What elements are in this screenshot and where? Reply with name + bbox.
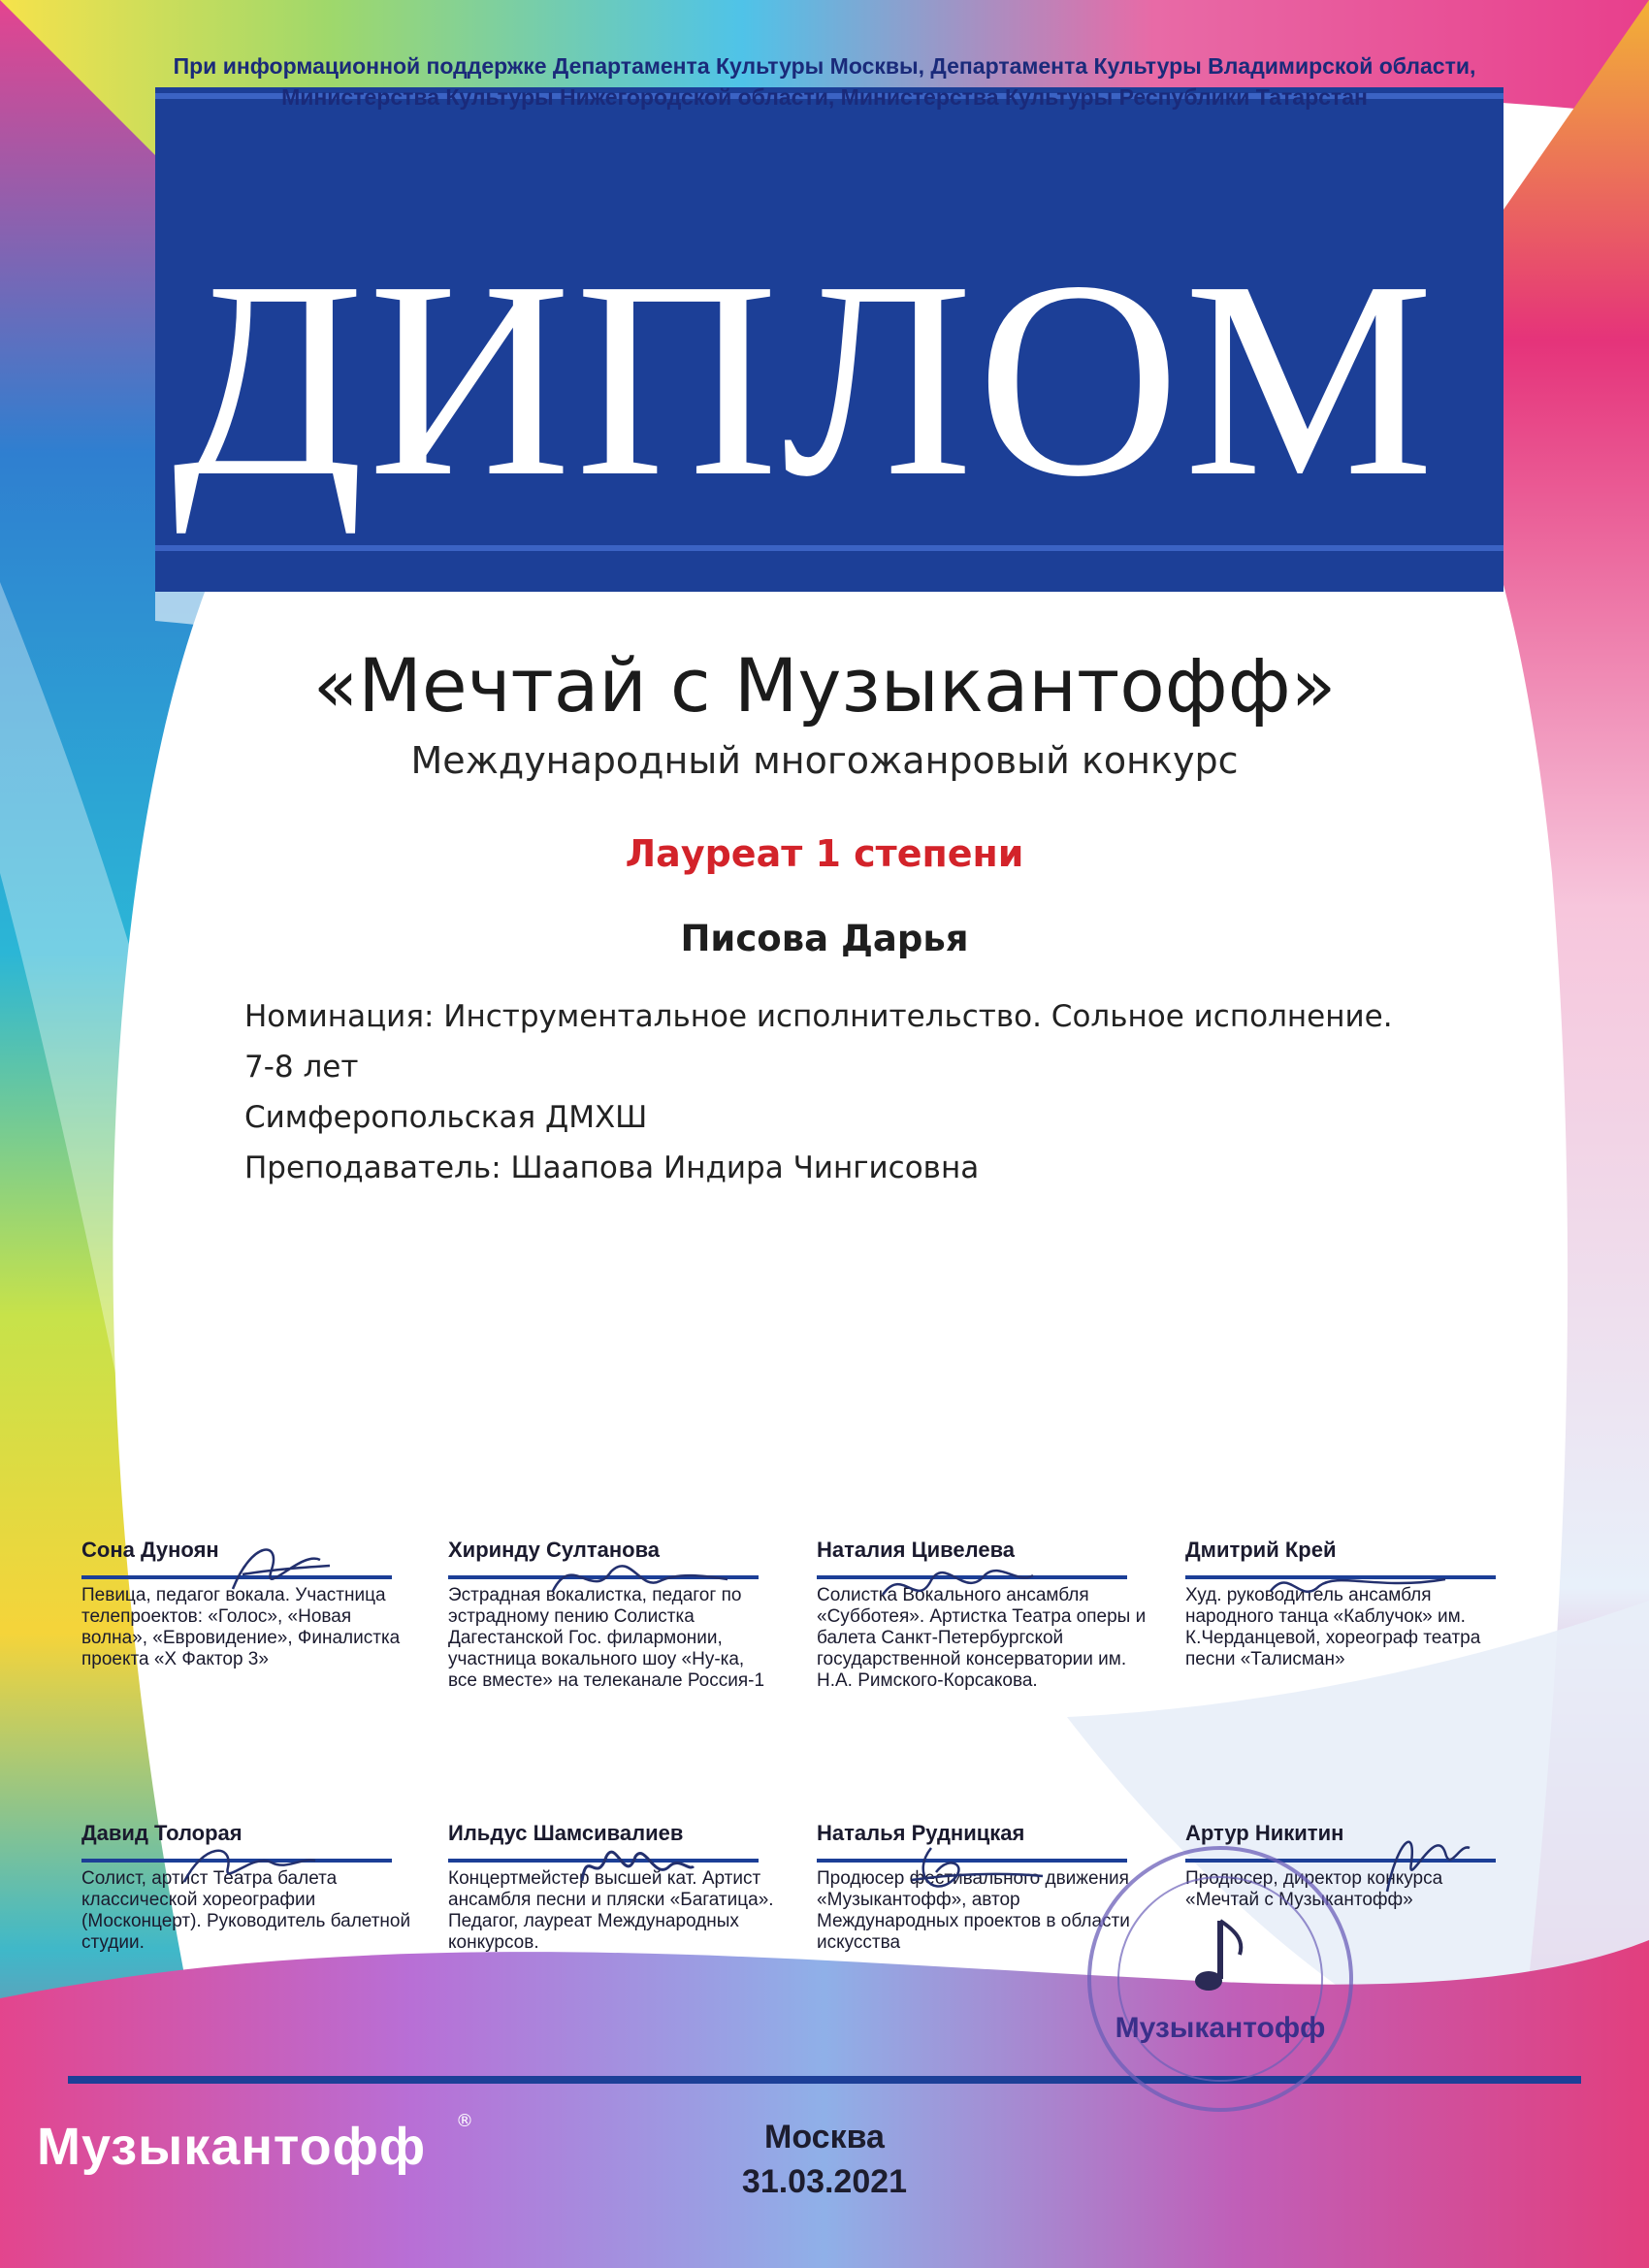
city: Москва	[764, 2119, 885, 2155]
juror-name: Наталья Рудницкая	[817, 1821, 1025, 1845]
signature-mark	[223, 1531, 340, 1608]
juror-name: Хиринду Султанова	[448, 1538, 661, 1562]
brand-logo: Музыкантофф	[37, 2118, 427, 2176]
juror-description: Концертмейстер высшей кат. Артист ансамбля песни и пляски «Багатица». Педагог, лауреат Международных конкурсов.	[448, 1868, 774, 1953]
nomination-line: Номинация: Инструментальное исполнительство. Сольное исполнение.	[244, 999, 1393, 1034]
juror-description: Продюсер фестивального движения «Музыкантофф», автор Международных проектов в области искусства	[817, 1868, 1130, 1953]
signature-mark	[572, 1837, 698, 1895]
juror-name: Сона Дуноян	[81, 1538, 219, 1562]
juror-description: Продюсер, директор конкурса «Мечтай с Музыкантофф»	[1185, 1868, 1443, 1910]
signature-mark	[543, 1552, 737, 1610]
school-line: Симферопольская ДМХШ	[244, 1100, 648, 1135]
juror-description: Певица, педагог вокала. Участница телепроектов: «Голос», «Новая волна», «Евровидение», Финалистка проекта «Х Фактор 3»	[81, 1585, 401, 1669]
juror-description: Худ. руководитель ансамбля народного танца «Каблучок» им. К.Черданцевой, хореограф театра песни «Талисман»	[1185, 1585, 1481, 1669]
age-line: 7-8 лет	[244, 1050, 359, 1085]
juror-description: Солист, артист Театра балета классической хореографии (Москонцерт). Руководитель балетной студии.	[81, 1868, 411, 1953]
signature-mark	[1261, 1562, 1455, 1610]
support-line: При информационной поддержке Департамента Культуры Москвы, Департамента Культуры Владимирской области,	[173, 53, 1476, 79]
juror-description: Солистка Вокального ансамбля «Субботея». Артистка Театра оперы и балета Санкт-Петербургской государственной консерватории им. Н.А. Римского-Корсакова.	[817, 1585, 1147, 1691]
juror-name: Наталия Цивелева	[817, 1538, 1016, 1562]
award-level: Лауреат 1 степени	[625, 832, 1024, 875]
stamp-text: Музыкантофф	[1115, 2012, 1326, 2044]
signature-mark	[892, 1843, 1048, 1901]
juror-name: Давид Толорая	[81, 1821, 242, 1845]
contest-name: «Мечтай с Музыкантофф»	[312, 642, 1337, 729]
contest-subtitle: Международный многожанровый конкурс	[410, 739, 1239, 782]
registered-mark: ®	[456, 2111, 473, 2131]
juror-name: Дмитрий Крей	[1185, 1538, 1337, 1562]
signature-mark	[175, 1833, 320, 1892]
juror-name: Ильдус Шамсивалиев	[448, 1821, 684, 1845]
organization-stamp	[1075, 1833, 1366, 2124]
teacher-line: Преподаватель: Шаапова Индира Чингисовна	[244, 1150, 980, 1185]
participant-name: Писова Дарья	[680, 918, 969, 959]
juror-name: Артур Никитин	[1185, 1821, 1344, 1845]
issue-date: 31.03.2021	[741, 2163, 908, 2200]
support-text	[136, 50, 1513, 113]
participant-details	[244, 991, 1505, 1193]
juror-description: Эстрадная вокалистка, педагог по эстрадному пению Солистка Дагестанской Гос. филармонии, участница вокального шоу «Ну-ка, все вместе» на телеканале Россия-1	[448, 1585, 765, 1691]
signature-mark	[873, 1556, 1038, 1614]
diploma-title: ДИПЛОМ	[172, 223, 1439, 535]
support-line: Министерства Культуры Нижегородской области, Министерства Культуры Республики Татарстан	[281, 84, 1368, 110]
signature-mark	[1358, 1814, 1474, 1901]
